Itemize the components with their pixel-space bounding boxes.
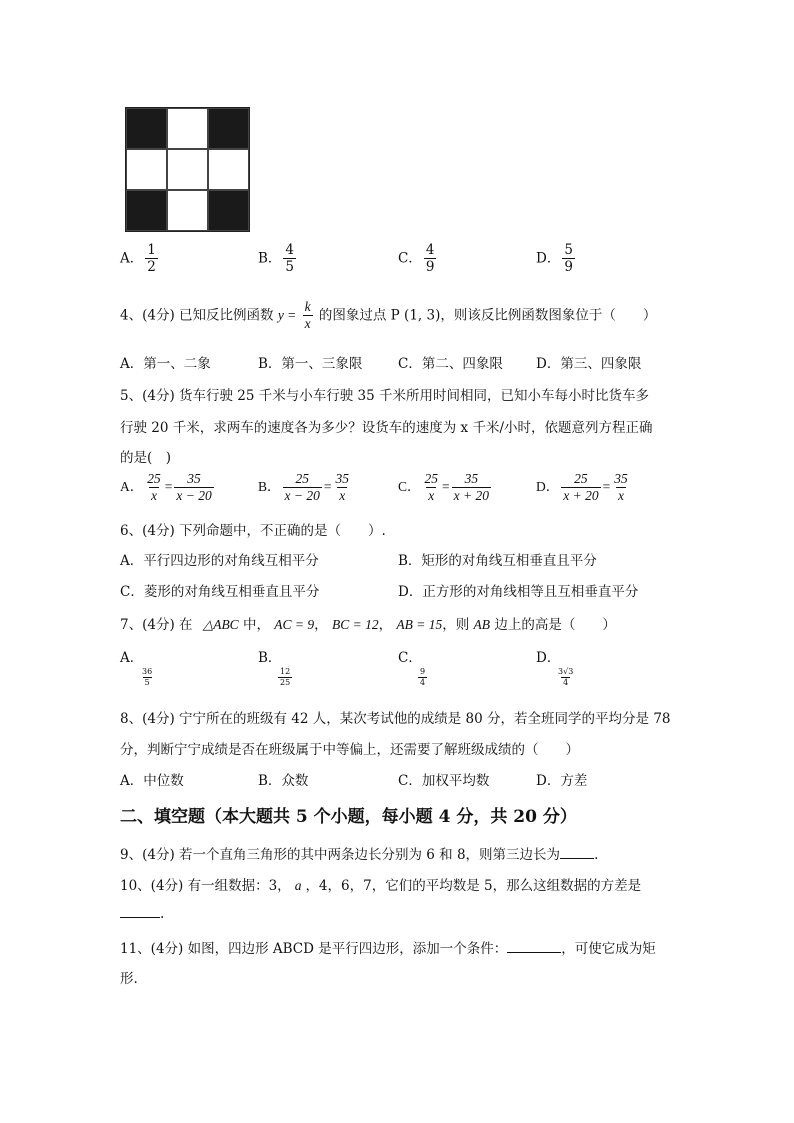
q6-option-d: D．正方形的对角线相等且互相垂直平分 [398, 584, 639, 600]
grid-cell-dark [126, 108, 167, 149]
q3-option-b-denominator: 5 [285, 258, 295, 275]
q7-prefix: 7、(4分) 在 [120, 617, 193, 633]
q5-option-b-left-denominator: x − 20 [284, 487, 320, 503]
q5-option-b [258, 472, 353, 504]
q7-option-label: D． [536, 650, 561, 666]
q5-option-d [536, 472, 632, 504]
q3-option-d-denominator: 9 [564, 258, 573, 275]
q3-option-a-denominator: 2 [147, 258, 156, 275]
q7-option-b [258, 646, 294, 687]
q7-option-label: C． [398, 650, 422, 666]
q9-text: 9、(4分) 若一个直角三角形的其中两条边长分别为 6 和 8，则第三边长为 [120, 847, 561, 863]
q3-option-a [120, 243, 160, 275]
grid-cell-light [167, 149, 208, 190]
q3-option-a-fraction [145, 243, 158, 275]
q7-option-d-denominator: 4 [563, 677, 569, 687]
q5-option-d-right-numerator: 35 [614, 471, 628, 486]
q8-line-2: 分，判断宁宁成绩是否在班级属于中等偏上，还需要了解班级成绩的（ ） [120, 742, 579, 758]
q7-ab-side: AB [473, 617, 491, 632]
grid-cell-dark [208, 190, 249, 231]
q7-option-a-denominator: 5 [144, 677, 150, 687]
q5-option-a-equals: = [164, 479, 173, 495]
q5-option-c-equals: = [442, 479, 450, 495]
q7-option-c-fraction [418, 668, 427, 687]
q5-option-a-left-denominator: x [151, 487, 157, 503]
q7-suffix: 边上的高是（ ） [494, 617, 616, 633]
grid-cell-light [126, 149, 167, 190]
q4-option-d: D．第三、四象限 [536, 356, 642, 372]
q5-option-b-left-fraction [283, 472, 322, 504]
q3-option-c-fraction [424, 243, 437, 275]
q7-option-c-denominator: 4 [420, 677, 426, 687]
q3-option-c-numerator: 4 [425, 242, 435, 258]
q7-option-label: A． [120, 650, 144, 666]
q4-fraction-denominator: x [304, 315, 311, 331]
q9-answer-blank[interactable] [560, 858, 594, 859]
q4-option-b: B．第一、三象限 [258, 356, 363, 372]
q11-prefix: 11、(4分) 如图，四边形 ABCD 是平行四边形，添加一个条件： [120, 941, 508, 957]
q11-stem [120, 937, 656, 957]
q10-line-2 [120, 906, 164, 922]
q4-fraction-numerator: k [304, 299, 311, 314]
q5-line-2: 行驶 20 千米，求两车的速度各为多少？设货车的速度为 x 千米/小时，依题意列方程正确 [120, 420, 653, 436]
q5-option-b-right-fraction [334, 472, 352, 504]
q3-option-c-denominator: 9 [425, 258, 435, 275]
q5-option-b-left-numerator: 25 [295, 471, 309, 486]
q7-mid2: ，则 [442, 617, 470, 633]
q10-prefix: 10、(4分) 有一组数据：3， [120, 878, 291, 894]
q5-option-d-left-fraction [561, 472, 600, 504]
q6-option-a: A．平行四边形的对角线互相平分 [120, 553, 319, 569]
q7-option-a-fraction [140, 668, 154, 687]
q3-option-label: C． [398, 250, 422, 267]
q6-option-c: C．菱形的对角线互相垂直且平分 [120, 584, 320, 600]
q5-option-a-right-numerator: 35 [187, 471, 201, 486]
section-2-heading: 二、填空题（本大题共 5 个小题，每小题 4 分，共 20 分） [120, 807, 577, 827]
q4-stem [120, 300, 656, 332]
grid-cell-light [167, 108, 208, 149]
q5-option-label: A． [120, 479, 144, 495]
q7-option-c-numerator: 9 [420, 667, 426, 676]
q10-end: . [160, 906, 165, 922]
q8-option-d: D．方差 [536, 773, 588, 789]
q4-function-fraction [303, 300, 313, 332]
grid-cell-dark [126, 190, 167, 231]
q4-suffix: 的图象过点 P (1, 3)，则该反比例函数图象位于（ ） [318, 307, 657, 324]
q5-option-a-left-fraction [145, 472, 163, 504]
q10-answer-blank[interactable] [120, 917, 160, 918]
grid-cell-dark [208, 108, 249, 149]
q11-suffix: ，可使它成为矩 [561, 941, 656, 957]
q7-option-label: B． [258, 650, 282, 666]
q3-option-a-numerator: 1 [147, 242, 156, 258]
q3-option-d-fraction [562, 243, 575, 275]
checkerboard-figure [125, 107, 250, 232]
q5-option-c-left-numerator: 25 [424, 471, 439, 486]
q5-option-c-left-fraction [423, 472, 441, 504]
q5-option-c-left-denominator: x [428, 487, 435, 503]
q6-stem: 6、(4分) 下列命题中，不正确的是（ ）. [120, 523, 386, 539]
q8-option-c: C．加权平均数 [398, 773, 490, 789]
q5-option-c-right-numerator: 35 [464, 471, 479, 486]
q11-line-2: 形. [120, 971, 138, 987]
q3-option-c [398, 243, 438, 275]
q5-option-a-left-numerator: 25 [147, 471, 161, 486]
q8-option-b: B．众数 [258, 773, 309, 789]
q7-option-b-denominator: 25 [280, 677, 291, 687]
grid-cell-light [167, 190, 208, 231]
q5-option-a-right-fraction [174, 472, 213, 504]
q4-function-y: y = [277, 307, 297, 323]
q7-option-d [536, 646, 577, 687]
q7-bc: BC = 12 [331, 617, 379, 632]
q5-option-a [120, 472, 216, 504]
q5-option-c-right-fraction [452, 472, 491, 504]
q7-option-a [120, 646, 156, 687]
q3-option-b-numerator: 4 [285, 242, 295, 258]
q7-option-b-fraction [278, 668, 292, 687]
q5-option-d-left-denominator: x + 20 [563, 487, 599, 503]
q5-option-b-right-denominator: x [339, 487, 346, 503]
q5-line-1: 5、(4分) 货车行驶 25 千米与小车行驶 35 千米所用时间相同，已知小车每小时比货车多 [120, 388, 650, 404]
q5-option-d-right-fraction [612, 472, 630, 504]
grid-cell-light [208, 149, 249, 190]
q7-option-b-numerator: 12 [280, 667, 291, 676]
q10-suffix: ，4，6，7，它们的平均数是 5，那么这组数据的方差是 [305, 878, 642, 894]
q5-line-3: 的是( ) [120, 450, 172, 466]
q5-option-a-right-denominator: x − 20 [176, 487, 212, 503]
q7-option-c [398, 646, 429, 687]
q8-line-1: 8、(4分) 宁宁所在的班级有 42 人，某次考试他的成绩是 80 分，若全班同学的平均分是 78 [120, 711, 671, 727]
q7-option-a-numerator: 36 [142, 667, 153, 676]
q3-option-label: D． [536, 250, 561, 267]
q5-option-b-right-numerator: 35 [335, 471, 349, 486]
q10-stem [120, 874, 641, 894]
q5-option-d-equals: = [602, 479, 611, 495]
q7-ab: AB = 15 [396, 617, 443, 632]
q3-option-d [536, 243, 577, 275]
q5-option-label: C． [398, 479, 421, 495]
q7-ac: AC = 9 [274, 617, 315, 632]
q7-option-d-fraction [556, 668, 575, 687]
q7-option-d-numerator: 3√3 [558, 667, 574, 676]
q5-option-label: B． [258, 479, 281, 495]
q5-option-c-right-denominator: x + 20 [453, 487, 489, 503]
q3-option-d-numerator: 5 [564, 242, 573, 258]
q5-option-d-right-denominator: x [617, 487, 624, 503]
q3-option-b [258, 243, 298, 275]
q3-option-label: A． [120, 250, 144, 267]
q11-answer-blank[interactable] [507, 952, 561, 953]
q9-end: . [594, 847, 599, 863]
q6-option-b: B．矩形的对角线互相垂直且平分 [398, 553, 597, 569]
q5-option-c [398, 472, 493, 504]
q8-option-a: A．中位数 [120, 773, 184, 789]
q7-mid: 中， [243, 617, 270, 633]
q3-option-b-fraction [283, 243, 296, 275]
q4-option-a: A．第一、二象 [120, 356, 211, 372]
q4-prefix: 4、(4分) 已知反比例函数 [120, 307, 274, 324]
q5-option-d-left-numerator: 25 [574, 471, 588, 486]
q7-stem: 7、(4分) 在 △ABC 中， AC = 9， BC = 12， AB = 15，则 AB 边上的高是（ ） [120, 617, 616, 633]
q5-option-label: D． [536, 479, 560, 495]
q5-option-b-equals: = [323, 479, 332, 495]
q4-option-c: C．第二、四象限 [398, 356, 503, 372]
q10-variable-a: a [294, 878, 302, 893]
q7-triangle: △ABC [202, 617, 239, 632]
q3-option-label: B． [258, 250, 282, 267]
q9-stem [120, 843, 598, 863]
